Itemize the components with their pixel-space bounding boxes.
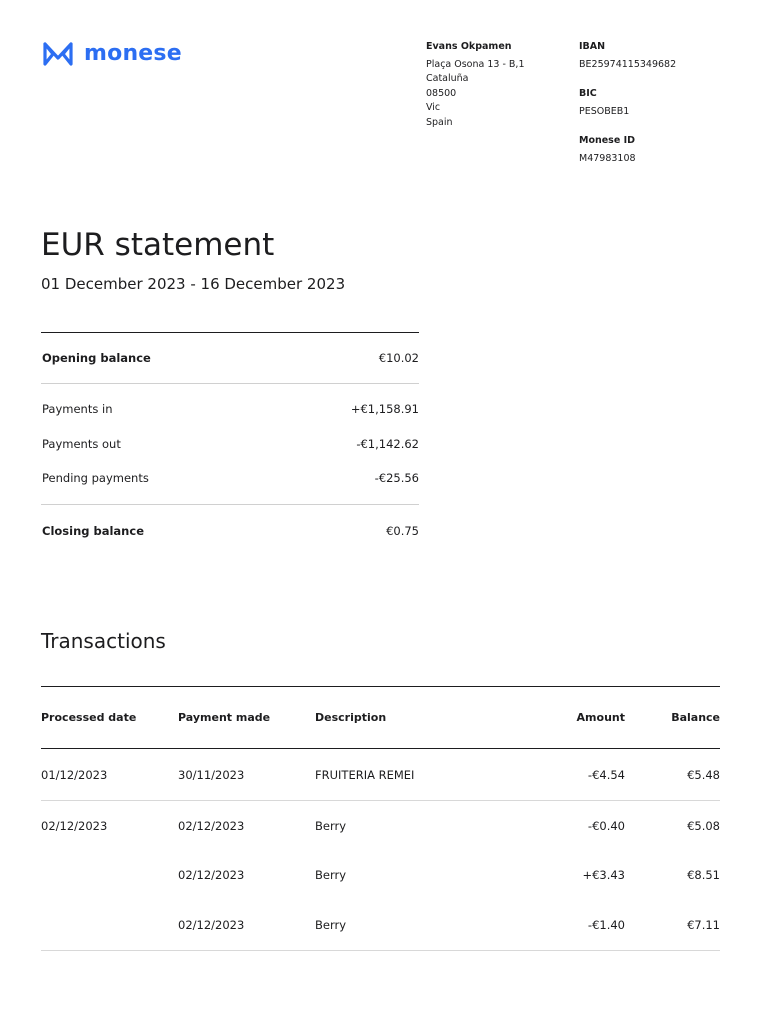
payments-out-row <box>41 427 419 462</box>
column-header: Processed date <box>41 711 137 724</box>
payments-out-label: Payments out <box>42 436 121 451</box>
balance-cell: €7.11 <box>687 917 720 932</box>
balance-cell: €5.08 <box>687 818 720 833</box>
amount-cell: +€3.43 <box>582 868 625 883</box>
description-cell: Berry <box>315 917 347 932</box>
address-line: 08500 <box>426 87 457 99</box>
brand-logo <box>41 39 182 69</box>
processed-date-cell: 01/12/2023 <box>41 767 108 782</box>
address-line: Plaça Osona 13 - B,1 <box>426 58 525 70</box>
column-header: Balance <box>671 711 720 724</box>
bic-value: PESOBEB1 <box>579 105 630 117</box>
balance-cell: €8.51 <box>687 868 720 883</box>
column-header: Payment made <box>178 711 271 724</box>
address-line: Spain <box>426 116 453 128</box>
address-line: Cataluña <box>426 73 469 84</box>
table-row <box>41 851 720 901</box>
column-header: Description <box>315 711 387 724</box>
payments-in-label: Payments in <box>42 402 113 417</box>
brand-name: monese <box>84 41 182 66</box>
opening-balance-row <box>41 333 419 383</box>
closing-balance-value: €0.75 <box>386 523 419 538</box>
iban-value: BE25974115349682 <box>579 58 677 70</box>
table-row <box>41 749 720 800</box>
monese-id-value: M47983108 <box>579 152 636 164</box>
payments-in-row <box>41 392 419 427</box>
closing-balance-row <box>41 505 419 557</box>
monese-id-label: Monese ID <box>579 135 636 146</box>
payment-made-cell: 30/11/2023 <box>178 767 245 782</box>
amount-cell: -€4.54 <box>587 767 625 782</box>
pending-payments-row <box>41 461 419 496</box>
payment-made-cell: 02/12/2023 <box>178 818 245 833</box>
payments-in-value: +€1,158.91 <box>350 402 419 417</box>
description-cell: Berry <box>315 818 347 833</box>
payment-made-cell: 02/12/2023 <box>178 868 245 883</box>
balance-summary <box>41 332 419 557</box>
column-header: Amount <box>576 711 625 724</box>
description-cell: Berry <box>315 868 347 883</box>
bic-label: BIC <box>579 88 597 99</box>
payments-out-value: -€1,142.62 <box>356 436 419 451</box>
transactions-table <box>41 686 720 951</box>
table-header <box>41 687 720 748</box>
description-cell: FRUITERIA REMEI <box>315 767 415 782</box>
closing-balance-label: Closing balance <box>42 523 144 538</box>
iban-label: IBAN <box>579 41 606 52</box>
opening-balance-value: €10.02 <box>378 351 419 365</box>
table-row <box>41 801 720 851</box>
holder-name: Evans Okpamen <box>426 41 512 52</box>
divider <box>41 950 720 951</box>
pending-payments-value: -€25.56 <box>374 471 419 486</box>
amount-cell: -€1.40 <box>587 917 625 932</box>
statement-title: EUR statement <box>41 227 275 263</box>
statement-period: 01 December 2023 - 16 December 2023 <box>41 275 346 293</box>
address-line: Vic <box>426 102 441 113</box>
account-holder-block <box>426 40 566 130</box>
monese-logo-icon <box>41 40 75 68</box>
opening-balance-label: Opening balance <box>42 351 151 365</box>
transactions-heading: Transactions <box>41 629 166 653</box>
processed-date-cell: 02/12/2023 <box>41 818 108 833</box>
bank-details-block <box>579 40 749 181</box>
amount-cell: -€0.40 <box>587 818 625 833</box>
table-row <box>41 900 720 950</box>
pending-payments-label: Pending payments <box>42 471 149 486</box>
payment-made-cell: 02/12/2023 <box>178 917 245 932</box>
balance-cell: €5.48 <box>687 767 720 782</box>
